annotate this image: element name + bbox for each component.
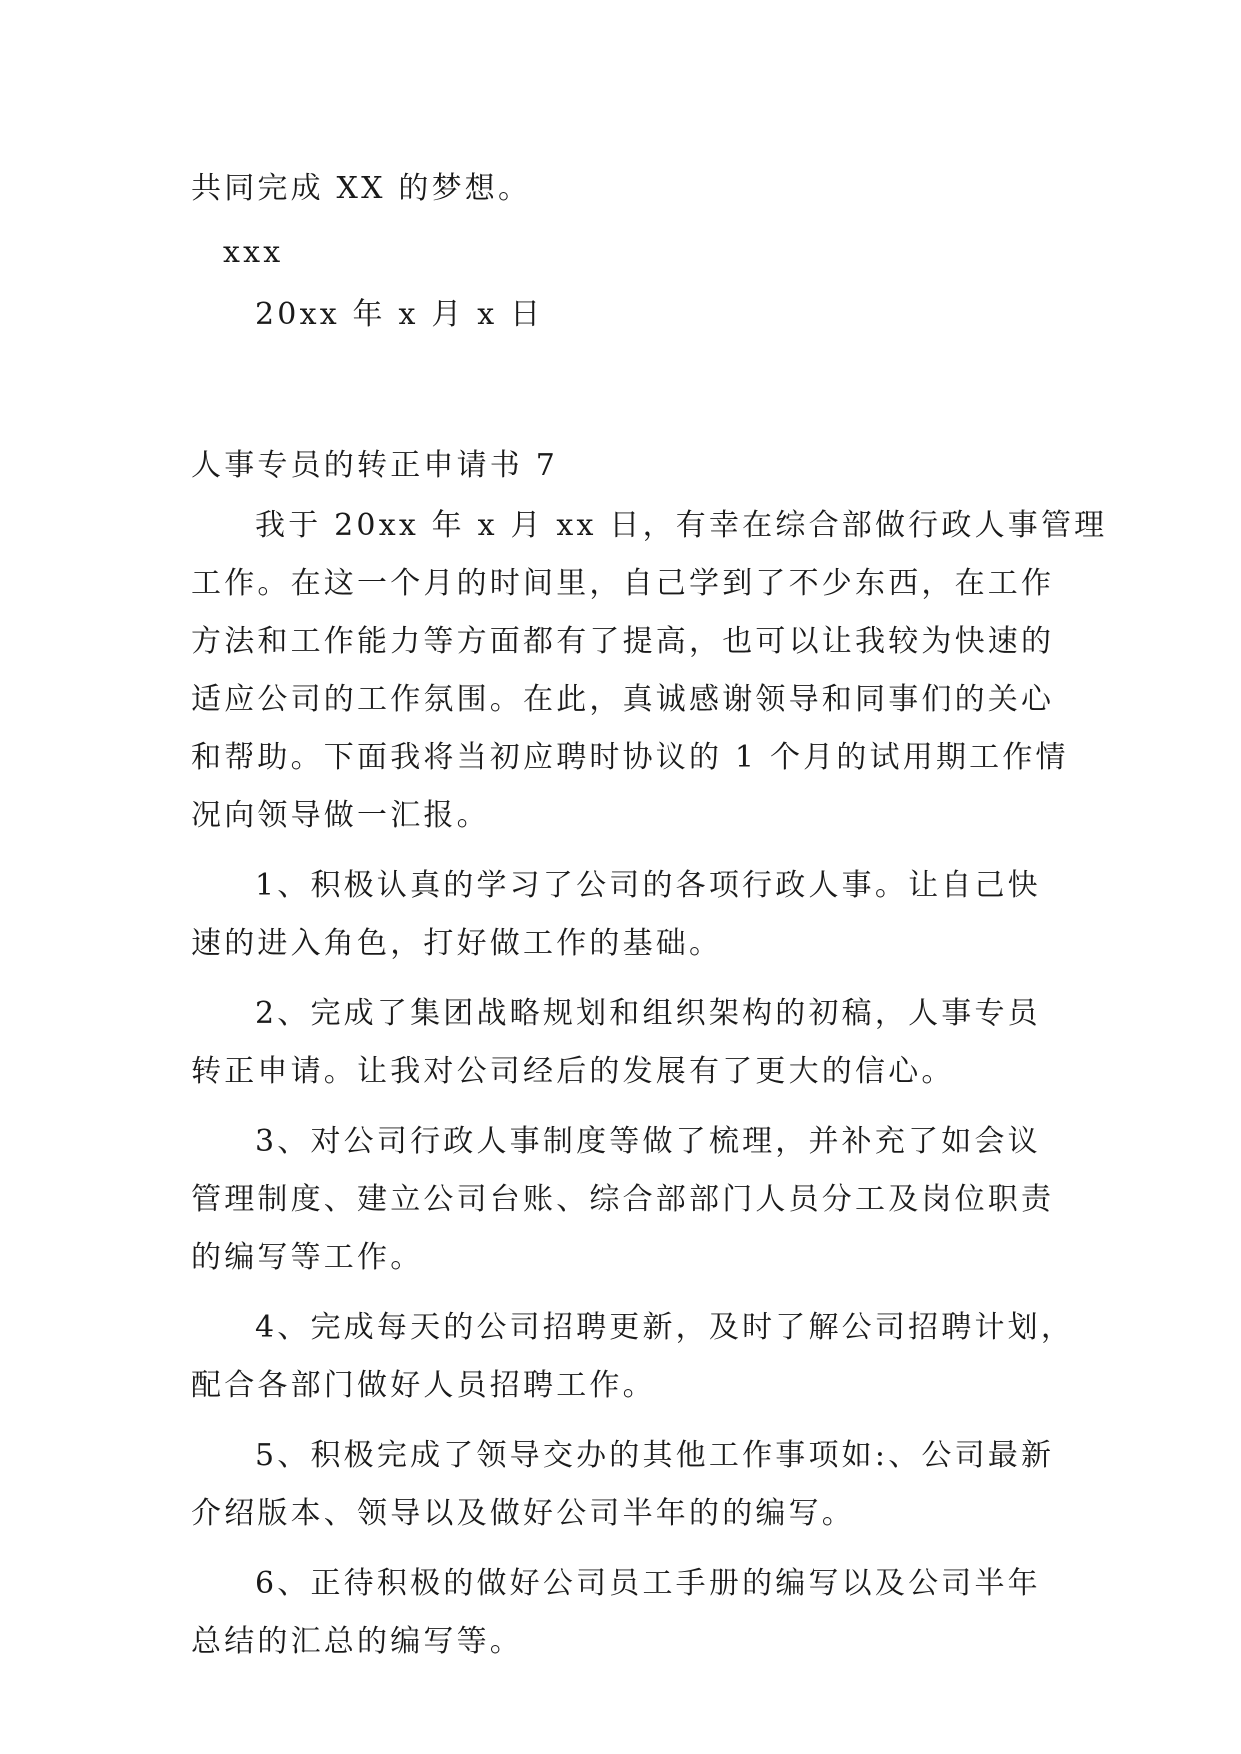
closing-line: 共同完成 XX 的梦想。 bbox=[191, 171, 532, 206]
paragraph-line: 总结的汇总的编写等。 bbox=[191, 1624, 523, 1659]
section-gap bbox=[191, 344, 1071, 437]
paragraph-line: 转正申请。让我对公司经后的发展有了更大的信心。 bbox=[191, 1054, 955, 1089]
paragraph-line: 4、完成每天的公司招聘更新，及时了解公司招聘计划， bbox=[255, 1310, 1075, 1345]
document-body bbox=[191, 160, 1108, 1683]
paragraph-line: 工作。在这一个月的时间里，自己学到了不少东西，在工作 bbox=[191, 566, 1055, 601]
paragraph-line: 6、正待积极的做好公司员工手册的编写以及公司半年 bbox=[255, 1566, 1041, 1601]
paragraph-line: 和帮助。下面我将当初应聘时协议的 1 个月的试用期工作情 bbox=[191, 740, 1069, 775]
paragraph-intro bbox=[191, 497, 1108, 845]
paragraph-item-5 bbox=[191, 1427, 1071, 1543]
paragraph-item-2 bbox=[191, 985, 1071, 1101]
paragraph-line: 配合各部门做好人员招聘工作。 bbox=[191, 1368, 656, 1403]
paragraph-line: 的编写等工作。 bbox=[191, 1240, 424, 1275]
paragraph-item-1 bbox=[191, 857, 1071, 973]
signature-name: xxx bbox=[223, 235, 284, 270]
paragraph-item-6 bbox=[191, 1555, 1071, 1671]
paragraph-line: 方法和工作能力等方面都有了提高，也可以让我较为快速的 bbox=[191, 624, 1055, 659]
paragraph-line: 2、完成了集团战略规划和组织架构的初稿，人事专员 bbox=[255, 996, 1041, 1031]
paragraph-line: 速的进入角色，打好做工作的基础。 bbox=[191, 926, 723, 961]
paragraph-line: 管理制度、建立公司台账、综合部部门人员分工及岗位职责 bbox=[191, 1182, 1055, 1217]
paragraph-line: 3、对公司行政人事制度等做了梳理，并补充了如会议 bbox=[255, 1124, 1041, 1159]
signature-date: 20xx 年 x 月 x 日 bbox=[255, 297, 544, 332]
paragraph-line: 况向领导做一汇报。 bbox=[191, 798, 490, 833]
paragraph-line: 我于 20xx 年 x 月 xx 日，有幸在综合部做行政人事管理 bbox=[255, 508, 1108, 543]
paragraph-line: 5、积极完成了领导交办的其他工作事项如:、公司最新 bbox=[255, 1438, 1055, 1473]
paragraph-line: 1、积极认真的学习了公司的各项行政人事。让自己快 bbox=[255, 868, 1041, 903]
section-title: 人事专员的转正申请书 7 bbox=[191, 448, 559, 483]
paragraph-line: 介绍版本、领导以及做好公司半年的的编写。 bbox=[191, 1496, 855, 1531]
paragraph-line: 适应公司的工作氛围。在此，真诚感谢领导和同事们的关心 bbox=[191, 682, 1055, 717]
paragraph-item-4 bbox=[191, 1299, 1075, 1415]
paragraph-item-3 bbox=[191, 1113, 1071, 1287]
